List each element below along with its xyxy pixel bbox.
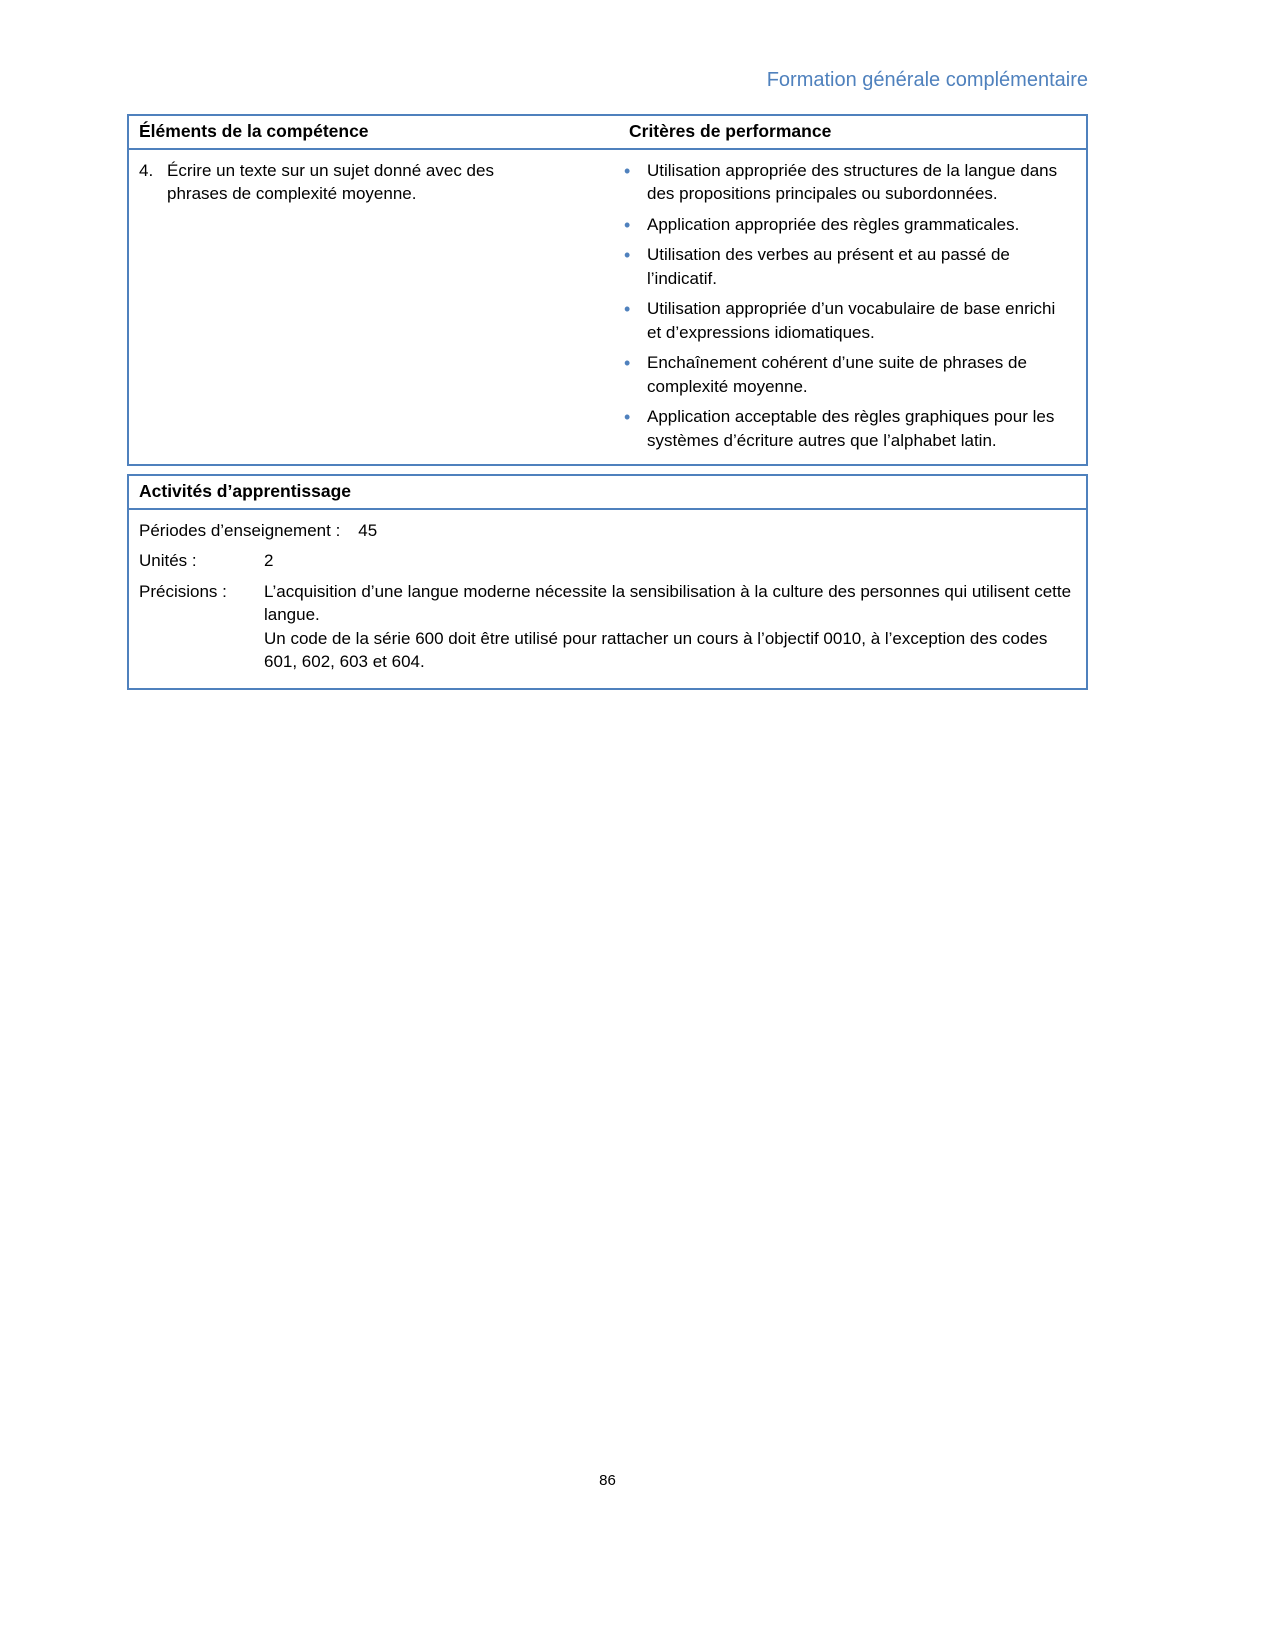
page-number: 86: [599, 1472, 616, 1489]
competence-table-header-row: [129, 116, 1086, 150]
precisions-paragraph-2: Un code de la série 600 doit être utilisé pour rattacher un cours à l’objectif 0010, à l’exception des codes 601, 602, 603 et 604.: [264, 628, 1048, 672]
element-number: 4.: [139, 161, 154, 180]
activities-header: Activités d’apprentissage: [129, 476, 1086, 510]
criteria-item: • Application appropriée des règles grammaticales.: [619, 213, 1060, 236]
criteria-item: • Utilisation appropriée des structures de la langue dans des propositions principales ou subordonnées.: [619, 159, 1060, 206]
periodes-label: Périodes d’enseignement :: [139, 520, 341, 540]
page-content: [127, 68, 1088, 690]
unites-row: [139, 549, 1072, 572]
precisions-paragraph-1: L’acquisition d’une langue moderne nécessite la sensibilisation à la culture des personnes qui utilisent cette langue.: [264, 581, 1072, 625]
criteres-column-header: Critères de performance: [629, 121, 832, 141]
periodes-value: 45: [358, 520, 378, 540]
section-header: Formation générale complémentaire: [766, 69, 1088, 91]
criteria-item: • Utilisation appropriée d’un vocabulaire de base enrichi et d’expressions idiomatiques.: [619, 297, 1060, 344]
element-cell: [129, 150, 619, 464]
activities-body: [129, 510, 1086, 688]
activities-table: [127, 474, 1088, 690]
unites-label: Unités :: [139, 551, 197, 571]
criteria-item: • Application acceptable des règles graphiques pour les systèmes d’écriture autres que l’alphabet latin.: [619, 405, 1060, 452]
precisions-value: [264, 580, 1072, 674]
periodes-row: [139, 519, 1072, 542]
precisions-label: Précisions :: [139, 581, 227, 601]
unites-value: 2: [264, 551, 274, 571]
precisions-row: [139, 580, 1072, 674]
criteria-item: • Utilisation des verbes au présent et au passé de l’indicatif.: [619, 243, 1060, 290]
elements-column-header: Éléments de la compétence: [139, 121, 369, 141]
criteria-cell: [619, 150, 1086, 464]
element-text: Écrire un texte sur un sujet donné avec des phrases de complexité moyenne.: [167, 161, 494, 204]
criteria-list: [619, 159, 1060, 452]
competence-table: [127, 114, 1088, 466]
criteria-item: • Enchaînement cohérent d’une suite de phrases de complexité moyenne.: [619, 351, 1060, 398]
competence-table-body-row: [129, 150, 1086, 464]
